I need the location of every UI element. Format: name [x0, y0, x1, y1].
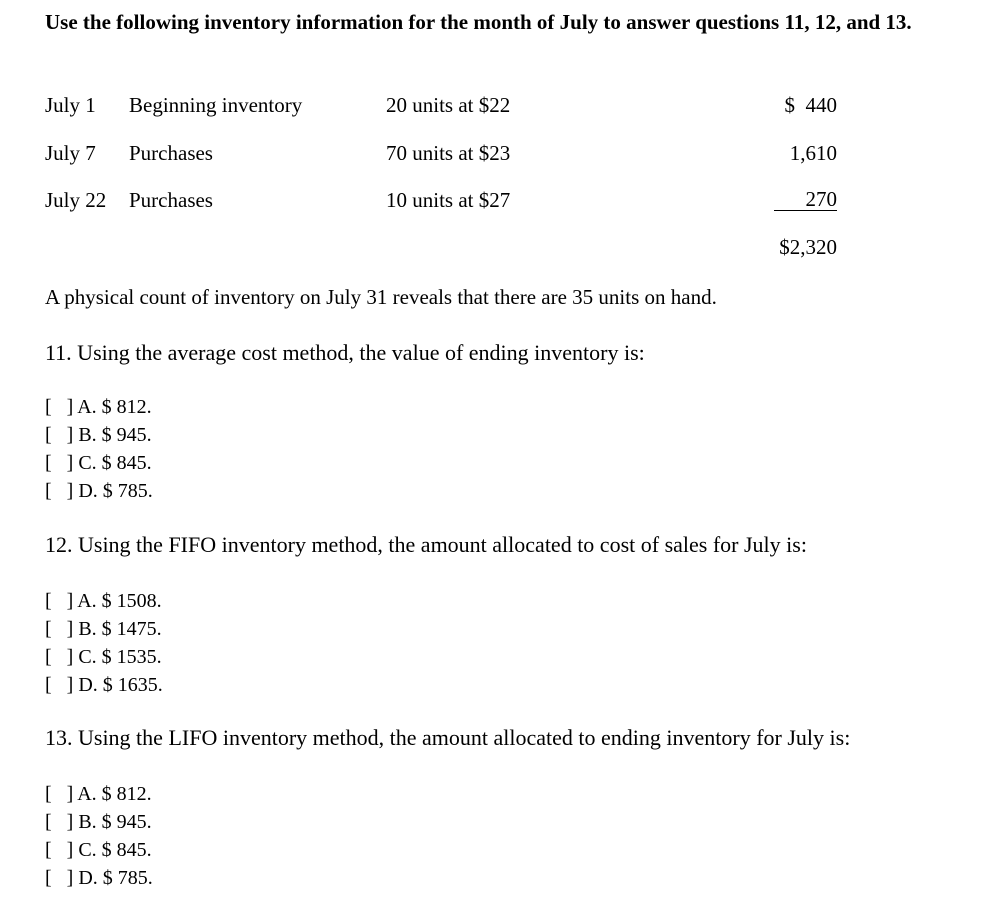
inventory-row [45, 93, 865, 119]
row-description: Purchases [129, 141, 213, 165]
inventory-total: $2,320 [779, 235, 837, 259]
answer-choice-a[interactable]: [ ] A. $ 812. [45, 396, 152, 418]
row-units: 10 units at $27 [386, 188, 511, 212]
answer-choice-b[interactable]: [ ] B. $ 1475. [45, 618, 162, 640]
answer-choice-d[interactable]: [ ] D. $ 785. [45, 480, 153, 502]
answer-choice-b[interactable]: [ ] B. $ 945. [45, 424, 152, 446]
row-date: July 1 [45, 93, 96, 117]
answer-choice-c[interactable]: [ ] C. $ 845. [45, 839, 152, 861]
inventory-total-row [45, 235, 865, 261]
row-description: Beginning inventory [129, 93, 303, 117]
answer-choice-c[interactable]: [ ] C. $ 845. [45, 452, 152, 474]
answer-choice-b[interactable]: [ ] B. $ 945. [45, 811, 152, 833]
intro-heading: Use the following inventory information for the month of July to answer questions 11, 12, and 13. [45, 10, 912, 34]
question-12: 12. Using the FIFO inventory method, the amount allocated to cost of sales for July is: [45, 532, 807, 557]
row-amount: 1,610 [789, 141, 837, 165]
inventory-row [45, 141, 865, 167]
answer-choice-d[interactable]: [ ] D. $ 785. [45, 867, 153, 889]
count-note: A physical count of inventory on July 31 reveals that there are 35 units on hand. [45, 285, 717, 309]
row-units: 70 units at $23 [386, 141, 511, 165]
answer-choice-a[interactable]: [ ] A. $ 1508. [45, 590, 162, 612]
question-13-choices [45, 780, 153, 892]
question-11: 11. Using the average cost method, the value of ending inventory is: [45, 340, 645, 365]
question-11-choices [45, 393, 153, 505]
row-units: 20 units at $22 [386, 93, 511, 117]
question-12-choices [45, 587, 163, 699]
row-date: July 7 [45, 141, 96, 165]
row-date: July 22 [45, 188, 107, 212]
inventory-row [45, 188, 865, 214]
row-amount: $ 440 [784, 93, 837, 117]
answer-choice-c[interactable]: [ ] C. $ 1535. [45, 646, 162, 668]
row-description: Purchases [129, 188, 213, 212]
question-13: 13. Using the LIFO inventory method, the amount allocated to ending inventory for July is: [45, 725, 851, 750]
answer-choice-a[interactable]: [ ] A. $ 812. [45, 783, 152, 805]
answer-choice-d[interactable]: [ ] D. $ 1635. [45, 674, 163, 696]
row-amount: 270 [774, 188, 838, 211]
